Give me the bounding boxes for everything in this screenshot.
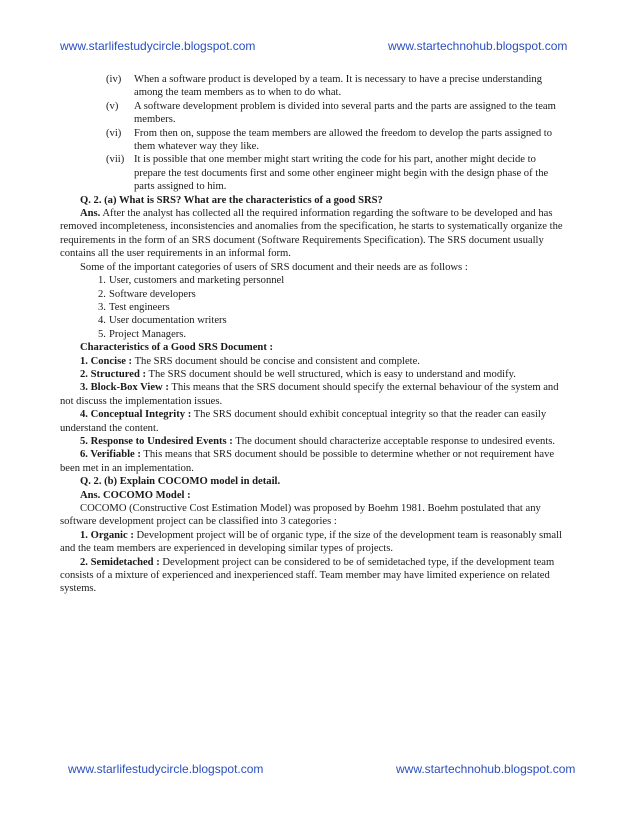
characteristic-text: The document should characterize acceptable response to undesired events. <box>235 435 556 447</box>
category-item <box>60 556 570 596</box>
item-number: (iv) <box>106 74 122 85</box>
cocomo-categories <box>60 529 570 596</box>
list-item <box>60 127 570 154</box>
list-item <box>60 274 570 287</box>
characteristic-text: This means that the SRS document should specify the external behaviour of the system and not discuss the implementation issues. <box>60 382 559 407</box>
characteristic-item <box>60 355 570 368</box>
header-link-startechnohub[interactable]: www.startechnohub.blogspot.com <box>388 39 568 53</box>
category-label: 1. Organic : <box>80 529 134 541</box>
characteristic-item <box>60 448 570 475</box>
cocomo-intro: COCOMO (Constructive Cost Estimation Model) was proposed by Boehm 1981. Boehm postulated that any software development project can be classified into 3 categories : <box>60 503 541 528</box>
users-intro: Some of the important categories of users of SRS document and their needs are as follows : <box>80 261 468 273</box>
characteristic-label: 4. Conceptual Integrity : <box>80 409 192 421</box>
item-text: User documentation writers <box>109 315 227 327</box>
answer-title-cocomo: Ans. COCOMO Model : <box>80 489 191 501</box>
category-item <box>60 529 570 556</box>
list-item <box>60 301 570 314</box>
document-body <box>60 73 570 596</box>
answer-label: Ans. <box>80 208 101 220</box>
characteristic-item <box>60 408 570 435</box>
roman-list <box>60 73 570 194</box>
characteristic-label: 5. Response to Undesired Events : <box>80 435 233 447</box>
characteristic-text: The SRS document should be concise and consistent and complete. <box>134 355 420 367</box>
item-text: When a software product is developed by a team. It is necessary to have a precise understanding among the team members as to when to do what. <box>134 74 543 99</box>
characteristic-item <box>60 435 570 448</box>
item-number: (vii) <box>106 154 125 166</box>
characteristic-label: 6. Verifiable : <box>80 449 141 461</box>
item-text: User, customers and marketing personnel <box>109 275 285 287</box>
header-link-starlife[interactable]: www.starlifestudycircle.blogspot.com <box>60 39 256 53</box>
category-text: Development project can be considered to be of semidetached type, if the development team consists of a mixture of experienced and inexperienced staff. Team member may have limited experience on related systems. <box>60 556 555 595</box>
characteristic-label: 3. Block-Box View : <box>80 382 169 394</box>
list-item <box>60 73 570 100</box>
item-number: 4. <box>98 315 106 327</box>
characteristic-text: The SRS document should be well structured, which is easy to understand and modify. <box>148 368 516 380</box>
answer-text: After the analyst has collected all the required information regarding the software to be developed and has removed incompleteness, inconsistencies and anomalies from the specification, he starts to systematically organize the requirements in the form of an SRS document (Software Requirements Specification). The SRS document usually contains all the user requirements in an informal form. <box>60 208 563 260</box>
item-number: (vi) <box>106 127 122 139</box>
list-item <box>60 328 570 341</box>
list-item <box>60 288 570 301</box>
characteristic-text: The SRS document should exhibit conceptual integrity so that the reader can easily understand the content. <box>60 409 547 434</box>
footer-link-startechnohub[interactable]: www.startechnohub.blogspot.com <box>396 762 576 776</box>
item-number: 2. <box>98 288 106 300</box>
question-title-cocomo: Q. 2. (b) Explain COCOMO model in detail. <box>80 476 281 488</box>
characteristic-label: 1. Concise : <box>80 355 133 367</box>
item-text: A software development problem is divided into several parts and the parts are assigned to the team members. <box>134 100 556 126</box>
characteristics-list <box>60 355 570 476</box>
list-item <box>60 100 570 127</box>
question-title-srs: Q. 2. (a) What is SRS? What are the characteristics of a good SRS? <box>80 194 383 206</box>
category-text: Development project will be of organic type, if the size of the development team is reasonably small and the team members are experienced in developing similar types of projects. <box>60 529 562 555</box>
footer-link-starlife[interactable]: www.starlifestudycircle.blogspot.com <box>68 762 264 776</box>
category-label: 2. Semidetached : <box>80 556 160 568</box>
characteristics-heading: Characteristics of a Good SRS Document : <box>80 342 274 354</box>
item-number: 5. <box>98 328 106 340</box>
item-text: It is possible that one member might start writing the code for his part, another might decide to prepare the test documents first and some other engineer might begin with the design phase of the parts assigned to him. <box>134 154 549 193</box>
item-text: Software developers <box>109 288 196 300</box>
list-item <box>60 314 570 327</box>
characteristic-item <box>60 381 570 408</box>
item-text: Project Managers. <box>109 328 187 340</box>
item-number: 3. <box>98 301 106 313</box>
list-item <box>60 153 570 193</box>
item-number: (v) <box>106 100 119 112</box>
characteristic-text: This means that SRS document should be possible to determine whether or not requirement have been met in an implementation. <box>60 449 555 474</box>
item-text: Test engineers <box>109 301 170 313</box>
item-number: 1. <box>98 275 106 287</box>
users-list <box>60 274 570 341</box>
item-text: From then on, suppose the team members are allowed the freedom to develop the parts assigned to them whatever way they like. <box>134 127 553 153</box>
answer-paragraph <box>60 207 570 261</box>
characteristic-label: 2. Structured : <box>80 368 147 380</box>
characteristic-item <box>60 368 570 381</box>
